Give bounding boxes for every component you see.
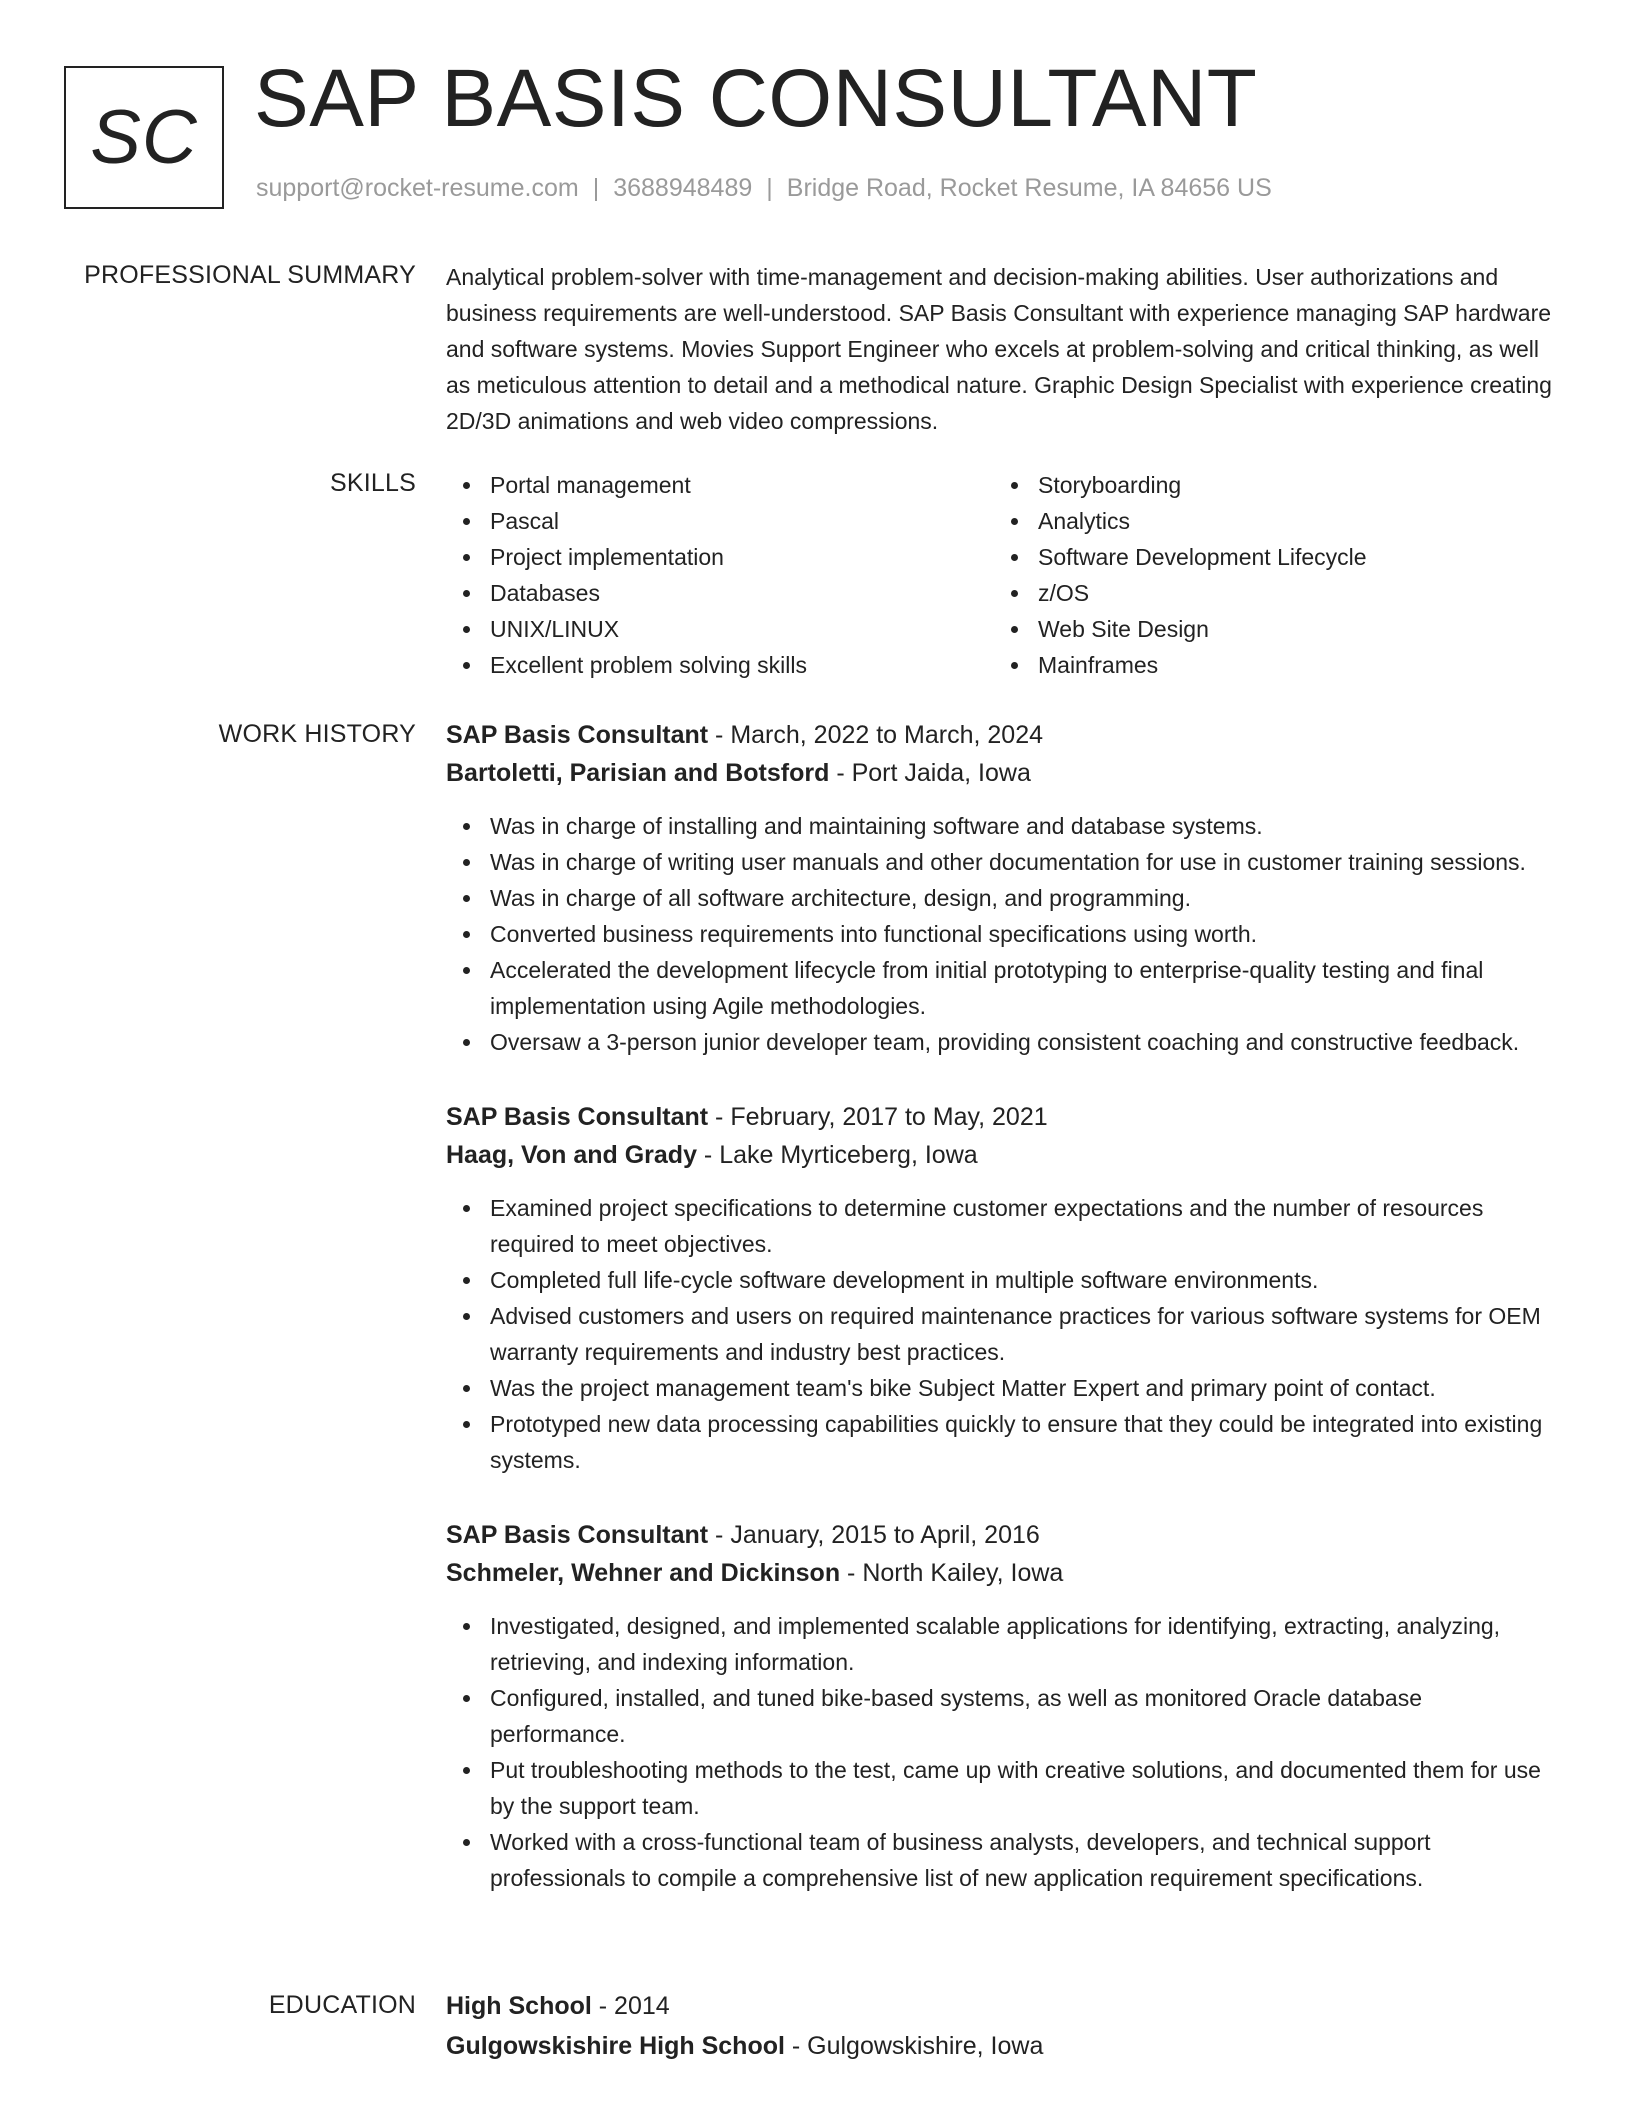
resume-title: SAP BASIS CONSULTANT [254, 53, 1258, 144]
skill-item: Mainframes [994, 647, 1542, 683]
job-dates: - January, 2015 to April, 2016 [708, 1521, 1040, 1549]
job-location: - North Kailey, Iowa [840, 1559, 1064, 1587]
job-entry [446, 1098, 1556, 1478]
contact-address: Bridge Road, Rocket Resume, IA 84656 US [786, 174, 1272, 202]
job-bullet: Converted business requirements into functional specifications using worth. [446, 916, 1556, 952]
job-bullet: Put troubleshooting methods to the test, came up with creative solutions, and documented them for use by the support team. [446, 1752, 1556, 1824]
job-title: SAP Basis Consultant [446, 721, 709, 749]
education-heading: EDUCATION [268, 1991, 416, 2019]
job-dates: - February, 2017 to May, 2021 [708, 1103, 1048, 1131]
job-bullet: Investigated, designed, and implemented scalable applications for identifying, extracting, analyzing, retrieving, and indexing information. [446, 1608, 1556, 1680]
job-title-line [446, 1098, 1556, 1136]
contact-separator: | [592, 174, 600, 202]
education-degree: High School [446, 1992, 592, 2020]
job-company: Schmeler, Wehner and Dickinson [446, 1559, 841, 1587]
job-bullet: Was in charge of all software architecture, design, and programming. [446, 880, 1556, 916]
job-bullet: Examined project specifications to determine customer expectations and the number of resources required to meet objectives. [446, 1190, 1556, 1262]
job-bullet: Was in charge of installing and maintaining software and database systems. [446, 808, 1556, 844]
job-bullet: Was in charge of writing user manuals and other documentation for use in customer training sessions. [446, 844, 1556, 880]
skill-item: Project implementation [446, 539, 994, 575]
summary-heading: PROFESSIONAL SUMMARY [84, 261, 416, 289]
skill-item: Storyboarding [994, 467, 1542, 503]
job-company: Bartoletti, Parisian and Botsford [446, 759, 830, 787]
skill-item: Databases [446, 575, 994, 611]
summary-text: Analytical problem-solver with time-management and decision-making abilities. User authorizations and business requirements are well-understood. SAP Basis Consultant with experience managing SAP hardware and software systems. Movies Support Engineer who excels at problem-solving and critical thinking, as well as meticulous attention to detail and a methodical nature. Graphic Design Specialist with experience creating 2D/3D animations and web video compressions. [446, 264, 1552, 434]
skills-heading: SKILLS [330, 469, 416, 497]
job-bullet-list [446, 1608, 1556, 1896]
job-location: - Port Jaida, Iowa [829, 759, 1031, 787]
job-bullet: Advised customers and users on required maintenance practices for various software systems for OEM warranty requirements and industry best practices. [446, 1298, 1556, 1370]
job-entry [446, 716, 1556, 1060]
skill-item: Analytics [994, 503, 1542, 539]
job-company-line [446, 754, 1556, 792]
job-bullet: Worked with a cross-functional team of business analysts, developers, and technical support professionals to compile a comprehensive list of new application requirement specifications. [446, 1824, 1556, 1896]
education-year: - 2014 [591, 1992, 670, 2020]
job-bullet: Prototyped new data processing capabilities quickly to ensure that they could be integrated into existing systems. [446, 1406, 1556, 1478]
job-bullet: Completed full life-cycle software development in multiple software environments. [446, 1262, 1556, 1298]
skills-list-left [446, 467, 994, 683]
education-body [446, 1987, 1556, 2065]
education-school: Gulgowskishire High School [446, 2032, 785, 2060]
work-history-body [446, 716, 1556, 1934]
summary-body [446, 259, 1556, 439]
job-bullet-list [446, 1190, 1556, 1478]
job-bullet: Configured, installed, and tuned bike-based systems, as well as monitored Oracle database performance. [446, 1680, 1556, 1752]
education-location: - Gulgowskishire, Iowa [784, 2032, 1044, 2060]
job-dates: - March, 2022 to March, 2024 [708, 721, 1043, 749]
skills-list-right [994, 467, 1542, 683]
skill-item: Pascal [446, 503, 994, 539]
contact-separator: | [766, 174, 773, 202]
skill-item: Excellent problem solving skills [446, 647, 994, 683]
skill-item: Portal management [446, 467, 994, 503]
job-company: Haag, Von and Grady [446, 1141, 697, 1169]
job-bullet-list [446, 808, 1556, 1060]
job-title-line [446, 1516, 1556, 1554]
skill-item: z/OS [994, 575, 1542, 611]
job-bullet: Was the project management team's bike Subject Matter Expert and primary point of contact. [446, 1370, 1556, 1406]
job-bullet: Accelerated the development lifecycle from initial prototyping to enterprise-quality testing and final implementation using Agile methodologies. [446, 952, 1556, 1024]
job-title: SAP Basis Consultant [446, 1521, 709, 1549]
contact-email: support@rocket-resume.com [256, 174, 579, 202]
education-school-line [446, 2027, 1556, 2065]
skills-body [446, 467, 1556, 683]
contact-line [256, 174, 1272, 203]
contact-phone: 3688948489 [613, 174, 753, 202]
skill-item: UNIX/LINUX [446, 611, 994, 647]
job-company-line [446, 1554, 1556, 1592]
job-title-line [446, 716, 1556, 754]
job-company-line [446, 1136, 1556, 1174]
job-entry [446, 1516, 1556, 1896]
job-bullet: Oversaw a 3-person junior developer team, providing consistent coaching and constructive feedback. [446, 1024, 1556, 1060]
work-history-heading: WORK HISTORY [218, 720, 416, 748]
monogram-logo: SC [64, 66, 224, 209]
skill-item: Web Site Design [994, 611, 1542, 647]
skill-item: Software Development Lifecycle [994, 539, 1542, 575]
education-degree-line [446, 1987, 1556, 2025]
job-location: - Lake Myrticeberg, Iowa [696, 1141, 978, 1169]
job-title: SAP Basis Consultant [446, 1103, 709, 1131]
